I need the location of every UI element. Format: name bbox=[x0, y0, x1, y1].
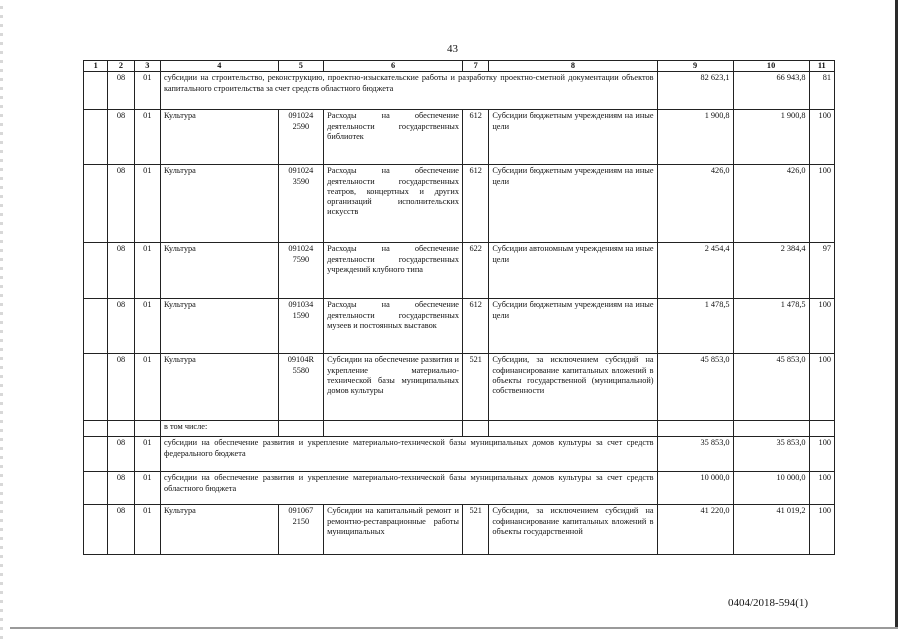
subsection-code: 01 bbox=[134, 505, 160, 555]
planned-amount: 41 220,0 bbox=[657, 505, 733, 555]
expense-description: Расходы на обеспечение деятельности государственных музеев и постоянных выставок bbox=[324, 299, 463, 354]
section-code: 08 bbox=[108, 72, 134, 110]
subsection-code: 01 bbox=[134, 437, 160, 472]
header-cell: 10 bbox=[733, 61, 809, 72]
target-code: 091024 2590 bbox=[278, 110, 324, 165]
table-header-row bbox=[84, 61, 835, 72]
budget-table bbox=[83, 60, 835, 555]
header-cell: 7 bbox=[463, 61, 489, 72]
expense-description: Расходы на обеспечение деятельности государственных театров, концертных и других организаций исполнительских искусств bbox=[324, 165, 463, 243]
row-description: субсидии на обеспечение развития и укрепление материально-технической базы муниципальных домов культуры за счет средств областного бюджета bbox=[161, 472, 658, 505]
header-cell: 6 bbox=[324, 61, 463, 72]
section-code: 08 bbox=[108, 165, 134, 243]
percent: 100 bbox=[809, 165, 834, 243]
planned-amount: 10 000,0 bbox=[657, 472, 733, 505]
scan-left-edge bbox=[0, 0, 3, 640]
percent: 97 bbox=[809, 243, 834, 299]
expense-description: Расходы на обеспечение деятельности государственных учреждений клубного типа bbox=[324, 243, 463, 299]
table-row bbox=[84, 110, 835, 165]
header-cell: 5 bbox=[278, 61, 324, 72]
expense-type-name: Субсидии бюджетным учреждениям на иные цели bbox=[489, 110, 657, 165]
expense-description: Расходы на обеспечение деятельности государственных библиотек bbox=[324, 110, 463, 165]
expense-type-name: Субсидии бюджетным учреждениям на иные цели bbox=[489, 165, 657, 243]
header-cell: 11 bbox=[809, 61, 834, 72]
planned-amount: 426,0 bbox=[657, 165, 733, 243]
percent: 100 bbox=[809, 472, 834, 505]
planned-amount: 35 853,0 bbox=[657, 437, 733, 472]
table-row bbox=[84, 505, 835, 555]
header-cell: 3 bbox=[134, 61, 160, 72]
planned-amount: 1 900,8 bbox=[657, 110, 733, 165]
page-number: 43 bbox=[447, 43, 458, 55]
actual-amount: 426,0 bbox=[733, 165, 809, 243]
including-label: в том числе: bbox=[161, 421, 279, 437]
table-row bbox=[84, 299, 835, 354]
actual-amount: 1 900,8 bbox=[733, 110, 809, 165]
header-cell: 1 bbox=[84, 61, 108, 72]
subsection-code: 01 bbox=[134, 299, 160, 354]
percent: 100 bbox=[809, 505, 834, 555]
subsection-code: 01 bbox=[134, 243, 160, 299]
actual-amount: 1 478,5 bbox=[733, 299, 809, 354]
table-row bbox=[84, 72, 835, 110]
table-row bbox=[84, 472, 835, 505]
expense-description: Субсидии на обеспечение развития и укрепление материально-технической базы муниципальных домов культуры bbox=[324, 354, 463, 421]
actual-amount: 45 853,0 bbox=[733, 354, 809, 421]
actual-amount: 66 943,8 bbox=[733, 72, 809, 110]
planned-amount: 2 454,4 bbox=[657, 243, 733, 299]
table-row bbox=[84, 421, 835, 437]
expense-type-name: Субсидии, за исключением субсидий на софинансирование капитальных вложений в объекты государственной (муниципальной) собственности bbox=[489, 354, 657, 421]
row-description: субсидии на обеспечение развития и укрепление материально-технической базы муниципальных домов культуры за счет средств федерального бюджета bbox=[161, 437, 658, 472]
header-cell: 4 bbox=[161, 61, 279, 72]
subsection-code: 01 bbox=[134, 165, 160, 243]
percent: 100 bbox=[809, 437, 834, 472]
expense-type-name: Субсидии автономным учреждениям на иные цели bbox=[489, 243, 657, 299]
expense-type-code: 612 bbox=[463, 299, 489, 354]
percent: 100 bbox=[809, 354, 834, 421]
actual-amount: 35 853,0 bbox=[733, 437, 809, 472]
target-code: 091067 2150 bbox=[278, 505, 324, 555]
branch-name: Культура bbox=[161, 354, 279, 421]
expense-description: Субсидии на капитальный ремонт и ремонтно-реставрационные работы муниципальных bbox=[324, 505, 463, 555]
branch-name: Культура bbox=[161, 299, 279, 354]
actual-amount: 41 019,2 bbox=[733, 505, 809, 555]
expense-type-code: 612 bbox=[463, 110, 489, 165]
subsection-code: 01 bbox=[134, 354, 160, 421]
scan-bottom-edge bbox=[10, 627, 898, 629]
section-code: 08 bbox=[108, 299, 134, 354]
percent: 100 bbox=[809, 299, 834, 354]
header-cell: 2 bbox=[108, 61, 134, 72]
section-code: 08 bbox=[108, 472, 134, 505]
subsection-code: 01 bbox=[134, 110, 160, 165]
actual-amount: 2 384,4 bbox=[733, 243, 809, 299]
branch-name: Культура bbox=[161, 505, 279, 555]
section-code: 08 bbox=[108, 505, 134, 555]
expense-type-name: Субсидии, за исключением субсидий на софинансирование капитальных вложений в объекты государственной bbox=[489, 505, 657, 555]
branch-name: Культура bbox=[161, 165, 279, 243]
percent: 100 bbox=[809, 110, 834, 165]
planned-amount: 45 853,0 bbox=[657, 354, 733, 421]
table-row bbox=[84, 165, 835, 243]
subsection-code: 01 bbox=[134, 72, 160, 110]
scan-right-edge bbox=[895, 0, 898, 628]
section-code: 08 bbox=[108, 243, 134, 299]
target-code: 091024 7590 bbox=[278, 243, 324, 299]
percent: 81 bbox=[809, 72, 834, 110]
document-id: 0404/2018-594(1) bbox=[728, 597, 809, 609]
expense-type-code: 521 bbox=[463, 505, 489, 555]
subsection-code: 01 bbox=[134, 472, 160, 505]
table-row bbox=[84, 354, 835, 421]
target-code: 09104R 5580 bbox=[278, 354, 324, 421]
expense-type-name: Субсидии бюджетным учреждениям на иные цели bbox=[489, 299, 657, 354]
branch-name: Культура bbox=[161, 243, 279, 299]
target-code: 091034 1590 bbox=[278, 299, 324, 354]
planned-amount: 82 623,1 bbox=[657, 72, 733, 110]
section-code: 08 bbox=[108, 354, 134, 421]
branch-name: Культура bbox=[161, 110, 279, 165]
planned-amount: 1 478,5 bbox=[657, 299, 733, 354]
table-row bbox=[84, 437, 835, 472]
expense-type-code: 612 bbox=[463, 165, 489, 243]
header-cell: 9 bbox=[657, 61, 733, 72]
section-code: 08 bbox=[108, 110, 134, 165]
actual-amount: 10 000,0 bbox=[733, 472, 809, 505]
header-cell: 8 bbox=[489, 61, 657, 72]
table-row bbox=[84, 243, 835, 299]
expense-type-code: 521 bbox=[463, 354, 489, 421]
section-code: 08 bbox=[108, 437, 134, 472]
expense-type-code: 622 bbox=[463, 243, 489, 299]
row-description: субсидии на строительство, реконструкцию, проектно-изыскательские работы и разработку проектно-сметной документации объектов капитального строительства за счет средств областного бюджета bbox=[161, 72, 658, 110]
target-code: 091024 3590 bbox=[278, 165, 324, 243]
